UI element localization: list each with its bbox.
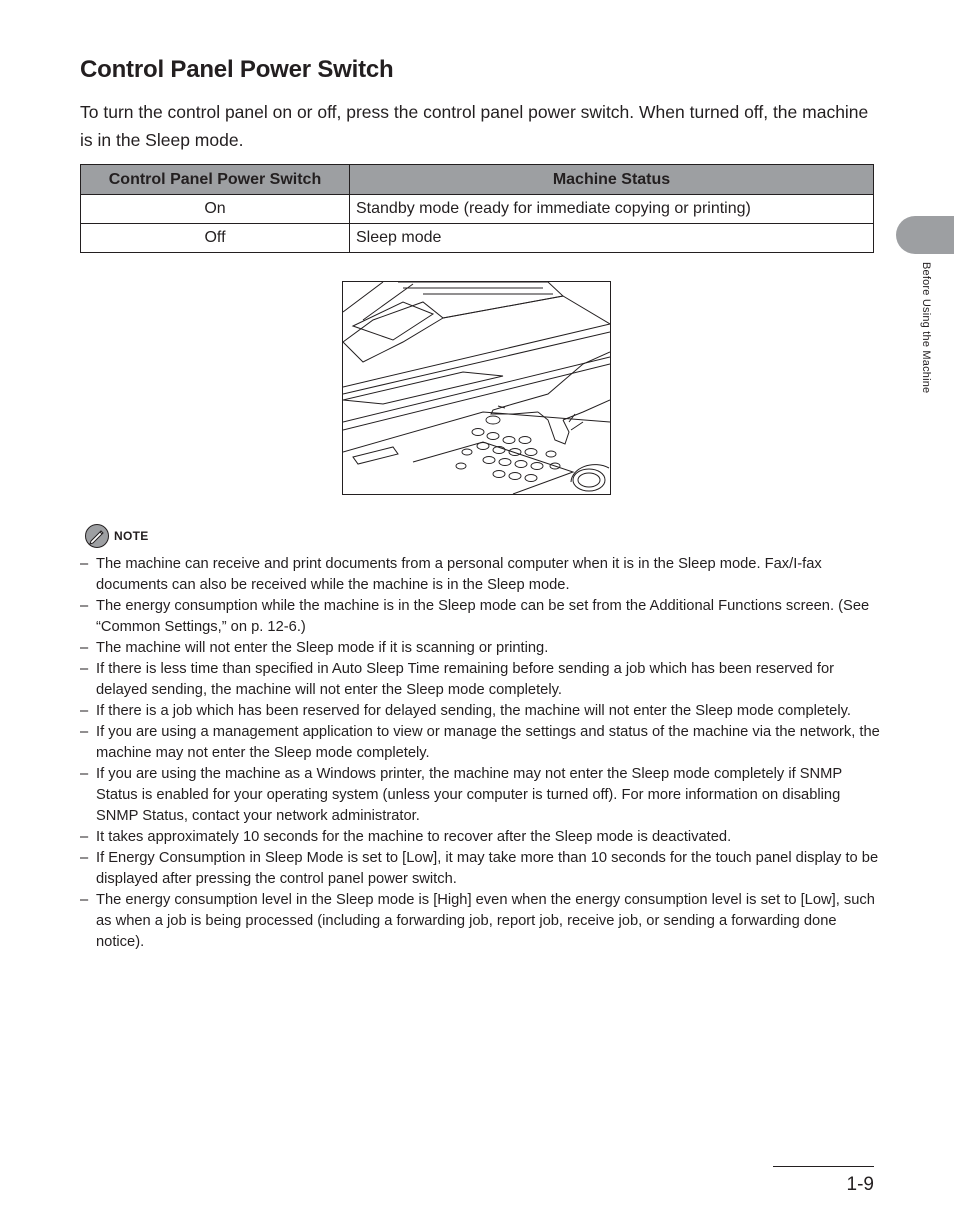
- list-dash: –: [80, 556, 89, 572]
- list-item-text: If you are using the machine as a Windows printer, the machine may not enter the Sleep mode completely if SNMP Status is enabled for your operating system (unless your computer is turned off). For more information on disabling SNMP Status, contact your network administrator.: [96, 766, 842, 824]
- page-number: 1-9: [846, 1174, 874, 1195]
- list-item: [80, 701, 880, 722]
- note-label: NOTE: [114, 529, 149, 543]
- control-panel-illustration: [342, 281, 611, 495]
- list-item-text: It takes approximately 10 seconds for the machine to recover after the Sleep mode is deactivated.: [96, 829, 732, 845]
- footer-rule: [773, 1166, 874, 1167]
- list-item: [80, 722, 880, 764]
- list-item: [80, 827, 880, 848]
- list-dash: –: [80, 892, 89, 908]
- list-item: [80, 764, 880, 827]
- note-header: [84, 523, 149, 549]
- list-item-text: If there is less time than specified in Auto Sleep Time remaining before sending a job which has been reserved for delayed sending, the machine will not enter the Sleep mode completely.: [96, 661, 835, 698]
- list-item: [80, 554, 880, 596]
- list-dash: –: [80, 766, 89, 782]
- list-dash: –: [80, 640, 89, 656]
- list-item-text: The energy consumption level in the Sleep mode is [High] even when the energy consumption level is set to [Low], such as when a job is being processed (including a forwarding job, report job, receive job, or sending a forwarding done notice).: [96, 892, 875, 950]
- table-cell-switch: On: [81, 195, 350, 224]
- hand-pressing-power-switch-icon: [343, 282, 610, 494]
- chapter-tab-label: Before Using the Machine: [920, 262, 932, 394]
- power-switch-status-table: [80, 164, 874, 253]
- list-dash: –: [80, 703, 89, 719]
- table-row: [81, 195, 874, 224]
- pencil-icon: [84, 523, 110, 549]
- list-dash: –: [80, 598, 89, 614]
- table-cell-status: Standby mode (ready for immediate copying or printing): [350, 195, 874, 224]
- list-item-text: If you are using a management application to view or manage the settings and status of the machine via the network, the machine may not enter the Sleep mode completely.: [96, 724, 880, 761]
- intro-text: To turn the control panel on or off, press the control panel power switch. When turned off, the machine is in the Sleep mode.: [80, 102, 869, 150]
- table-header-switch: Control Panel Power Switch: [81, 165, 350, 195]
- note-list: [80, 554, 880, 953]
- table-row: [81, 224, 874, 253]
- list-item-text: If there is a job which has been reserved for delayed sending, the machine will not enter the Sleep mode completely.: [96, 703, 851, 719]
- table-header-row: [81, 165, 874, 195]
- list-item-text: The machine can receive and print documents from a personal computer when it is in the Sleep mode. Fax/I-fax documents can also be received while the machine is in the Sleep mode.: [96, 556, 822, 593]
- list-item-text: If Energy Consumption in Sleep Mode is set to [Low], it may take more than 10 seconds for the touch panel display to be displayed after pressing the control panel power switch.: [96, 850, 879, 887]
- list-item: [80, 659, 880, 701]
- table-header-status: Machine Status: [350, 165, 874, 195]
- page-title: Control Panel Power Switch: [80, 56, 394, 83]
- list-dash: –: [80, 850, 89, 866]
- list-dash: –: [80, 829, 89, 845]
- list-item: [80, 638, 880, 659]
- list-dash: –: [80, 724, 89, 740]
- list-dash: –: [80, 661, 89, 677]
- table-cell-switch: Off: [81, 224, 350, 253]
- chapter-tab: [896, 216, 954, 254]
- table-cell-status: Sleep mode: [350, 224, 874, 253]
- list-item-text: The energy consumption while the machine is in the Sleep mode can be set from the Additional Functions screen. (See “Common Settings,” on p. 12-6.): [96, 598, 870, 635]
- list-item: [80, 890, 880, 953]
- list-item: [80, 848, 880, 890]
- list-item: [80, 596, 880, 638]
- list-item-text: The machine will not enter the Sleep mode if it is scanning or printing.: [96, 640, 549, 656]
